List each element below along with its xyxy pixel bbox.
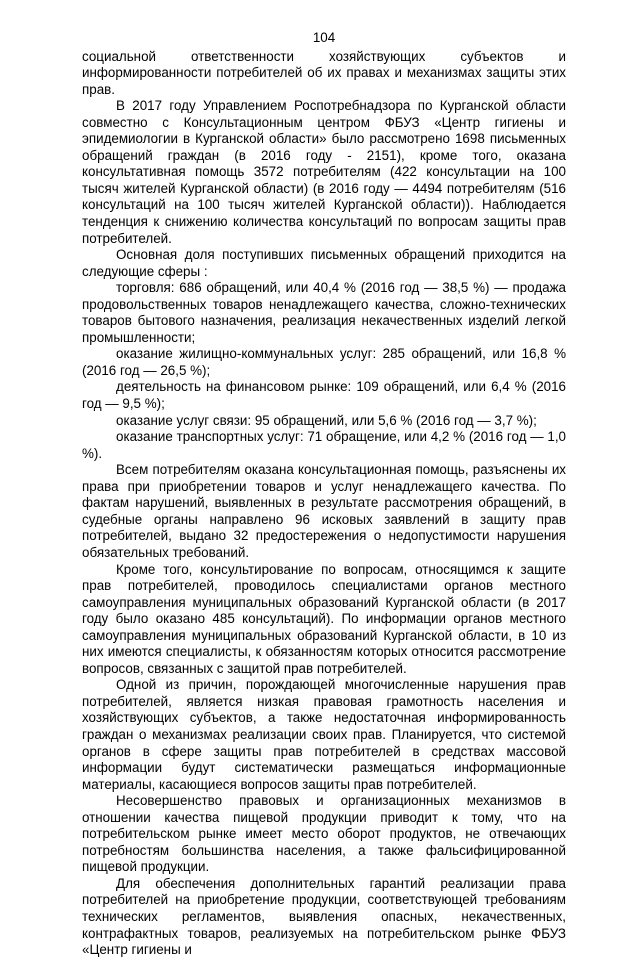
list-item-finance: деятельность на финансовом рынке: 109 обращений, или 6,4 % (2016 год — 9,5 %); (82, 379, 566, 412)
paragraph-causes: Одной из причин, порождающей многочисленные нарушения прав потребителей, является низкая правовая грамотность населения и хозяйствующих субъектов, а также недостаточная информированность граждан о механизмах реализации своих прав. Планируется, что системой органов в сфере защиты прав потребителей в средствах массовой информации будут систематически размещаться информационные материалы, касающиеся вопросов защиты прав потребителей. (82, 677, 566, 792)
list-item-communication: оказание услуг связи: 95 обращений, или 5,6 % (2016 год — 3,7 %); (116, 412, 537, 428)
list-item-transport: оказание транспортных услуг: 71 обращение, или 4,2 % (2016 год — 1,0 %). (82, 429, 566, 461)
list-item-trade: торговля: 686 обращений, или 40,4 % (2016 год — 38,5 %) — продажа продовольственных товаров ненадлежащего качества, сложно-технических товаров бытового назначения, реализация некачественных изделий легкой промышленности; (82, 280, 566, 345)
paragraph-food-quality: Несовершенство правовых и организационных механизмов в отношении качества пищевой продукции приводит к тому, что на потребительском рынке имеет место оборот продуктов, не отвечающих потребностям большинства населения, а также фальсифицированной пищевой продукции. (82, 793, 566, 875)
paragraph-continuation: социальной ответственности хозяйствующих субъектов и информированности потребителей об их правах и механизмах защиты этих прав. (82, 48, 566, 97)
page-number: 104 (312, 30, 336, 45)
paragraph-appeals-summary: В 2017 году Управлением Роспотребнадзора по Курганской области совместно с Консультационным центром ФБУЗ «Центр гигиены и эпидемиологии в Курганской области» было рассмотрено 1698 письменных обращений граждан (в 2016 году - 2151), кроме того, оказана консультативная помощь 3572 потребителям (422 консультации на 100 тысяч жителей Курганской области) (в 2016 году — 4494 потребителям (516 консультаций на 100 тысяч жителей Курганской области)). Наблюдается тенденция к снижению количества консультаций по вопросам защиты прав потребителей. (82, 98, 566, 246)
list-item-housing: оказание жилищно-коммунальных услуг: 285 обращений, или 16,8 % (2016 год — 26,5 %); (82, 346, 566, 378)
paragraph-spheres-intro: Основная доля поступивших письменных обращений приходится на следующие сферы : (82, 247, 566, 279)
paragraph-local-government: Кроме того, консультирование по вопросам, относящимся к защите прав потребителей, проводилось специалистами органов местного самоуправления муниципальных образований Курганской области (в 2017 году было оказано 485 консультаций). По информации органов местного самоуправления муниципальных образований Курганской области, в 10 из них имеются специалисты, к обязанностям которых относится рассмотрение вопросов, связанных с защитой прав потребителей. (82, 561, 566, 676)
paragraph-consultation-help: Всем потребителям оказана консультационная помощь, разъяснены их права при приобретении товаров и услуг ненадлежащего качества. По фактам нарушений, выявленных в результате рассмотрения обращений, в судебные органы направлено 96 исковых заявлений в защиту прав потребителей, выдано 32 предостережения о недопустимости нарушения обязательных требований. (82, 462, 566, 560)
document-page (82, 30, 566, 959)
paragraph-guarantees: Для обеспечения дополнительных гарантий реализации права потребителей на приобретение продукции, соответствующей требованиям технических регламентов, выявления опасных, некачественных, контрафактных товаров, реализуемых на потребительском рынке ФБУЗ «Центр гигиены и (82, 875, 566, 958)
